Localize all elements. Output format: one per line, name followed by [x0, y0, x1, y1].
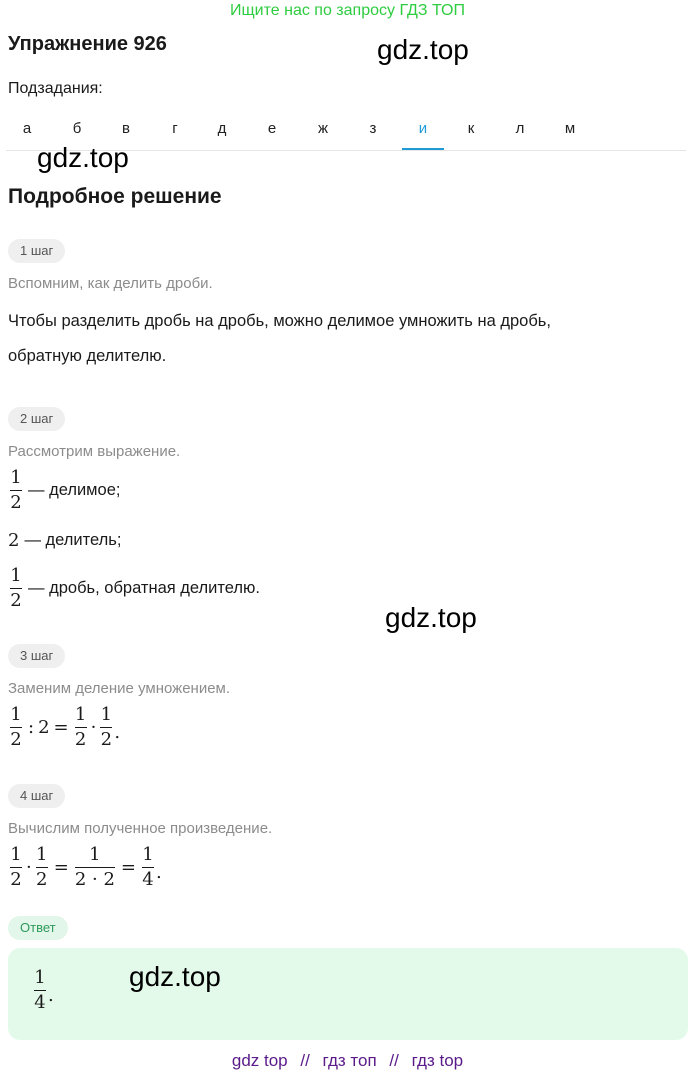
footer-separator: // — [389, 1051, 399, 1070]
tab-m[interactable]: м — [564, 120, 576, 137]
equals-sign: = — [120, 857, 136, 879]
tab-i[interactable]: и — [402, 112, 444, 150]
watermark: gdz.top — [377, 34, 469, 65]
footer-link[interactable]: gdz top — [231, 1051, 288, 1070]
math-caption: — делимое; — [28, 481, 121, 500]
numerator: 1 — [36, 844, 48, 865]
dot-operator: · — [90, 717, 97, 739]
fraction-bar — [100, 727, 112, 728]
footer-link[interactable]: гдз топ — [322, 1051, 377, 1070]
watermark: gdz.top — [37, 142, 129, 173]
denominator: 2 — [10, 492, 22, 514]
step-hint: Вспомним, как делить дроби. — [8, 275, 213, 292]
fraction — [10, 566, 22, 611]
fraction — [142, 845, 154, 890]
step-badge: 1 шаг — [8, 239, 65, 263]
period: . — [114, 722, 121, 744]
numerator: 1 — [74, 704, 87, 725]
fraction-bar — [142, 867, 154, 868]
math-expression — [8, 845, 162, 890]
step-hint: Вычислим полученное произведение. — [8, 820, 273, 837]
watermark: gdz.top — [129, 961, 221, 992]
tab-l[interactable]: л — [515, 120, 525, 137]
numerator: 1 — [10, 565, 22, 586]
step-text: Чтобы разделить дробь на дробь, можно делимое умножить на дробь, — [8, 312, 551, 330]
denominator: 2 · 2 — [74, 869, 115, 891]
numerator: 1 — [100, 704, 113, 725]
colon-operator: : — [28, 717, 35, 739]
equals-sign: = — [53, 717, 69, 739]
fraction — [75, 845, 115, 890]
answer-box — [8, 948, 688, 1040]
step-hint: Рассмотрим выражение. — [8, 443, 181, 460]
step-badge: 4 шаг — [8, 784, 65, 808]
tab-zh[interactable]: ж — [317, 120, 329, 137]
tab-d[interactable]: д — [217, 120, 227, 137]
solution-heading: Подробное решение — [8, 185, 222, 208]
fraction-bar — [10, 588, 22, 589]
fraction-bar — [10, 727, 22, 728]
step-text: обратную делителю. — [8, 347, 167, 365]
numerator: 1 — [89, 844, 101, 865]
tab-k[interactable]: к — [467, 120, 475, 137]
fraction — [100, 705, 112, 750]
fraction — [10, 705, 22, 750]
fraction — [10, 468, 22, 513]
math-line-reciprocal — [8, 566, 260, 611]
period: . — [48, 985, 54, 1007]
denominator: 4 — [142, 869, 154, 891]
period: . — [156, 862, 162, 884]
fraction-bar — [34, 990, 46, 991]
denominator: 2 — [10, 869, 22, 891]
number: 2 — [38, 717, 50, 739]
numerator: 1 — [10, 704, 22, 725]
tab-g[interactable]: г — [172, 120, 178, 137]
step-hint: Заменим деление умножением. — [8, 680, 231, 697]
page-title: Упражнение 926 — [8, 33, 167, 55]
fraction — [34, 968, 46, 1013]
denominator: 2 — [74, 729, 87, 751]
step-badge: 2 шаг — [8, 407, 65, 431]
math-line-dividend — [8, 468, 120, 513]
math-caption: — дробь, обратная делителю. — [28, 579, 260, 598]
fraction — [75, 705, 87, 750]
answer-badge: Ответ — [8, 916, 68, 940]
fraction-bar — [36, 867, 48, 868]
tab-e[interactable]: е — [267, 120, 277, 137]
fraction-bar — [10, 490, 22, 491]
tab-b[interactable]: б — [72, 120, 82, 137]
equals-sign: = — [53, 857, 69, 879]
tab-v[interactable]: в — [122, 120, 130, 137]
footer-link[interactable]: гдз top — [411, 1051, 464, 1070]
step-badge: 3 шаг — [8, 644, 65, 668]
tab-z[interactable]: з — [369, 120, 377, 137]
numerator: 1 — [34, 967, 46, 988]
fraction — [36, 845, 48, 890]
footer-links — [0, 1051, 695, 1071]
denominator: 4 — [34, 992, 46, 1014]
math-line-divisor — [8, 530, 121, 551]
subtasks-label: Подзадания: — [8, 80, 103, 97]
fraction — [10, 845, 22, 890]
promo-banner: Ищите нас по запросу ГДЗ ТОП — [230, 2, 465, 19]
divisor-value: 2 — [8, 530, 20, 551]
answer-value — [32, 968, 54, 1013]
fraction-bar — [10, 867, 22, 868]
denominator: 2 — [36, 869, 48, 891]
math-expression — [8, 705, 120, 750]
numerator: 1 — [142, 844, 154, 865]
tab-a[interactable]: а — [22, 120, 32, 137]
denominator: 2 — [10, 590, 22, 612]
numerator: 1 — [10, 844, 22, 865]
math-caption: — делитель; — [24, 531, 122, 549]
fraction-bar — [75, 727, 87, 728]
watermark: gdz.top — [385, 602, 477, 633]
denominator: 2 — [10, 729, 22, 751]
dot-operator: · — [26, 857, 32, 879]
numerator: 1 — [10, 467, 22, 488]
footer-separator: // — [300, 1051, 310, 1070]
denominator: 2 — [100, 729, 113, 751]
fraction-bar — [75, 867, 115, 868]
